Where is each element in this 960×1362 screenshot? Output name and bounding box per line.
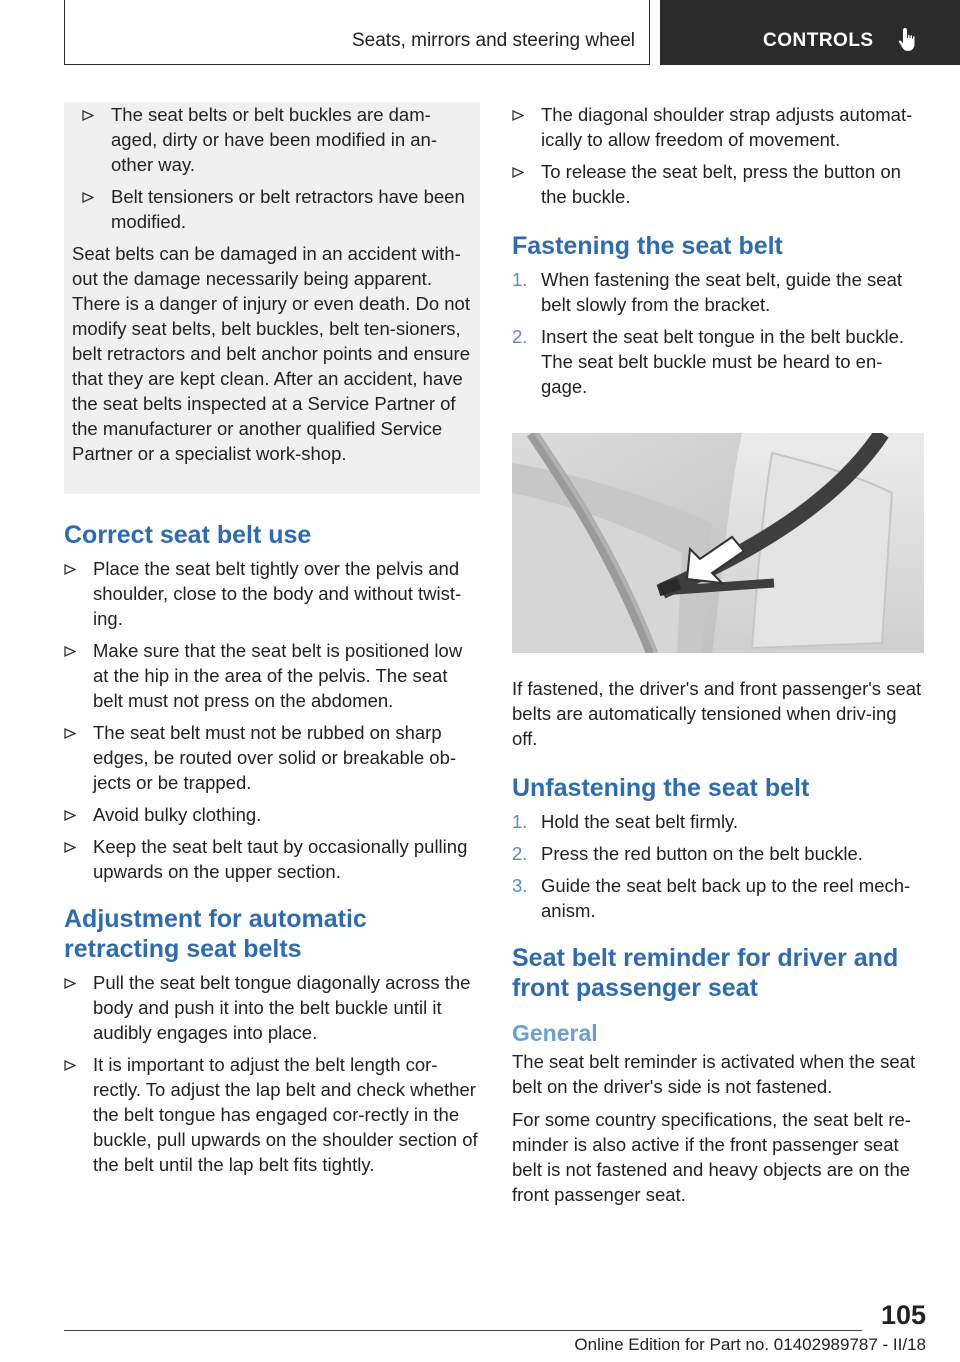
list-item: Make sure that the seat belt is positioned low at the hip in the area of the pelvis. The seat belt must not press on the abdomen. [64,638,480,713]
footer-divider [64,1330,862,1331]
list-item: The seat belts or belt buckles are dam-aged, dirty or have been modified in an-other way. [82,102,472,177]
list-item: 1. Hold the seat belt firmly. [512,811,739,832]
triangle-right-icon [64,564,76,575]
header-tab-label: CONTROLS [763,30,874,51]
heading-seat-belt-reminder: Seat belt reminder for driver and front passenger seat [512,944,899,1002]
heading-adjustment: Adjustment for automatic retracting seat belts [64,905,367,963]
list-item: Keep the seat belt taut by occasionally pulling upwards on the upper section. [64,834,480,884]
list-item: Pull the seat belt tongue diagonally across the body and push it into the belt buckle until it audibly engages into place. [64,970,480,1045]
unfastening-steps [512,809,924,923]
page-number: 105 [880,1300,926,1330]
seat-belt-photo [512,433,924,653]
triangle-right-icon [64,842,76,853]
list-item: Place the seat belt tightly over the pelvis and shoulder, close to the body and without twist-ing. [64,556,480,631]
triangle-right-icon [64,978,76,989]
header-tab [660,0,960,65]
step-number: 1. [512,269,528,290]
list-item: It is important to adjust the belt length cor-rectly. To adjust the lap belt and check whether the belt tongue has engaged cor-rectly in the buckle, pull upwards on the shoulder section of the belt until the lap belt fits tightly. [64,1052,480,1177]
list-item: Avoid bulky clothing. [64,802,480,827]
list-item: The seat belt must not be rubbed on sharp edges, be routed over solid or breakable ob-jects or be trapped. [64,720,480,795]
list-item: To release the seat belt, press the button on the buckle. [512,159,924,209]
triangle-right-icon [82,192,94,203]
notice-bullet-list [72,102,472,234]
step-number: 2. [512,326,528,347]
heading-fastening: Fastening the seat belt [512,232,783,260]
triangle-right-icon [512,110,524,121]
fastening-steps [512,267,924,399]
list-item: 2. Press the red button on the belt buckle. [512,843,863,864]
triangle-right-icon [64,646,76,657]
step-number: 3. [512,875,528,896]
left-column [64,102,480,1184]
footer-edition-text: Online Edition for Part no. 01402989787 - II/18 [574,1335,926,1354]
subheading-general: General [512,1020,598,1046]
list-item: The diagonal shoulder strap adjusts automat-ically to allow freedom of movement. [512,102,924,152]
triangle-right-icon [64,810,76,821]
adjustment-bullet-list [64,970,480,1177]
triangle-right-icon [64,1060,76,1071]
triangle-right-icon [512,167,524,178]
top-bullet-list [512,102,924,209]
list-item: 1. When fastening the seat belt, guide the seat belt slowly from the bracket. [512,269,902,315]
correct-use-bullet-list [64,556,480,884]
heading-correct-seat-belt-use: Correct seat belt use [64,521,312,549]
after-image-paragraph: If fastened, the driver's and front passenger's seat belts are automatically tensioned when driv-ing off. [512,678,922,749]
step-number: 2. [512,843,528,864]
right-column [512,102,924,1215]
header-section-title: Seats, mirrors and steering wheel [351,30,635,51]
notice-box [64,102,480,494]
list-item: 2. Insert the seat belt tongue in the belt buckle. The seat belt buckle must be heard to en-gage. [512,326,905,397]
list-item: 3. Guide the seat belt back up to the reel mech-anism. [512,875,911,921]
heading-unfastening: Unfastening the seat belt [512,774,810,802]
header-section-box [64,0,650,65]
triangle-right-icon [64,728,76,739]
general-paragraph: The seat belt reminder is activated when the seat belt on the driver's side is not fastened. [512,1051,916,1097]
general-paragraph: For some country specifications, the seat belt re-minder is also active if the front passenger seat belt is not fastened and heavy objects are on the front passenger seat. [512,1109,911,1205]
triangle-right-icon [82,110,94,121]
list-item: Belt tensioners or belt retractors have been modified. [82,184,472,234]
touch-hand-icon [896,26,920,54]
notice-paragraph: Seat belts can be damaged in an accident with-out the damage necessarily being apparent. There is a danger of injury or even death. Do not modify seat belts, belt buckles, belt ten-sioners, belt retractors and belt anchor points and ensure that they are kept clean. After an accident, have the seat belts inspected at a Service Partner of the manufacturer or another qualified Service Partner or a specialist work-shop. [72,243,470,464]
step-number: 1. [512,811,528,832]
